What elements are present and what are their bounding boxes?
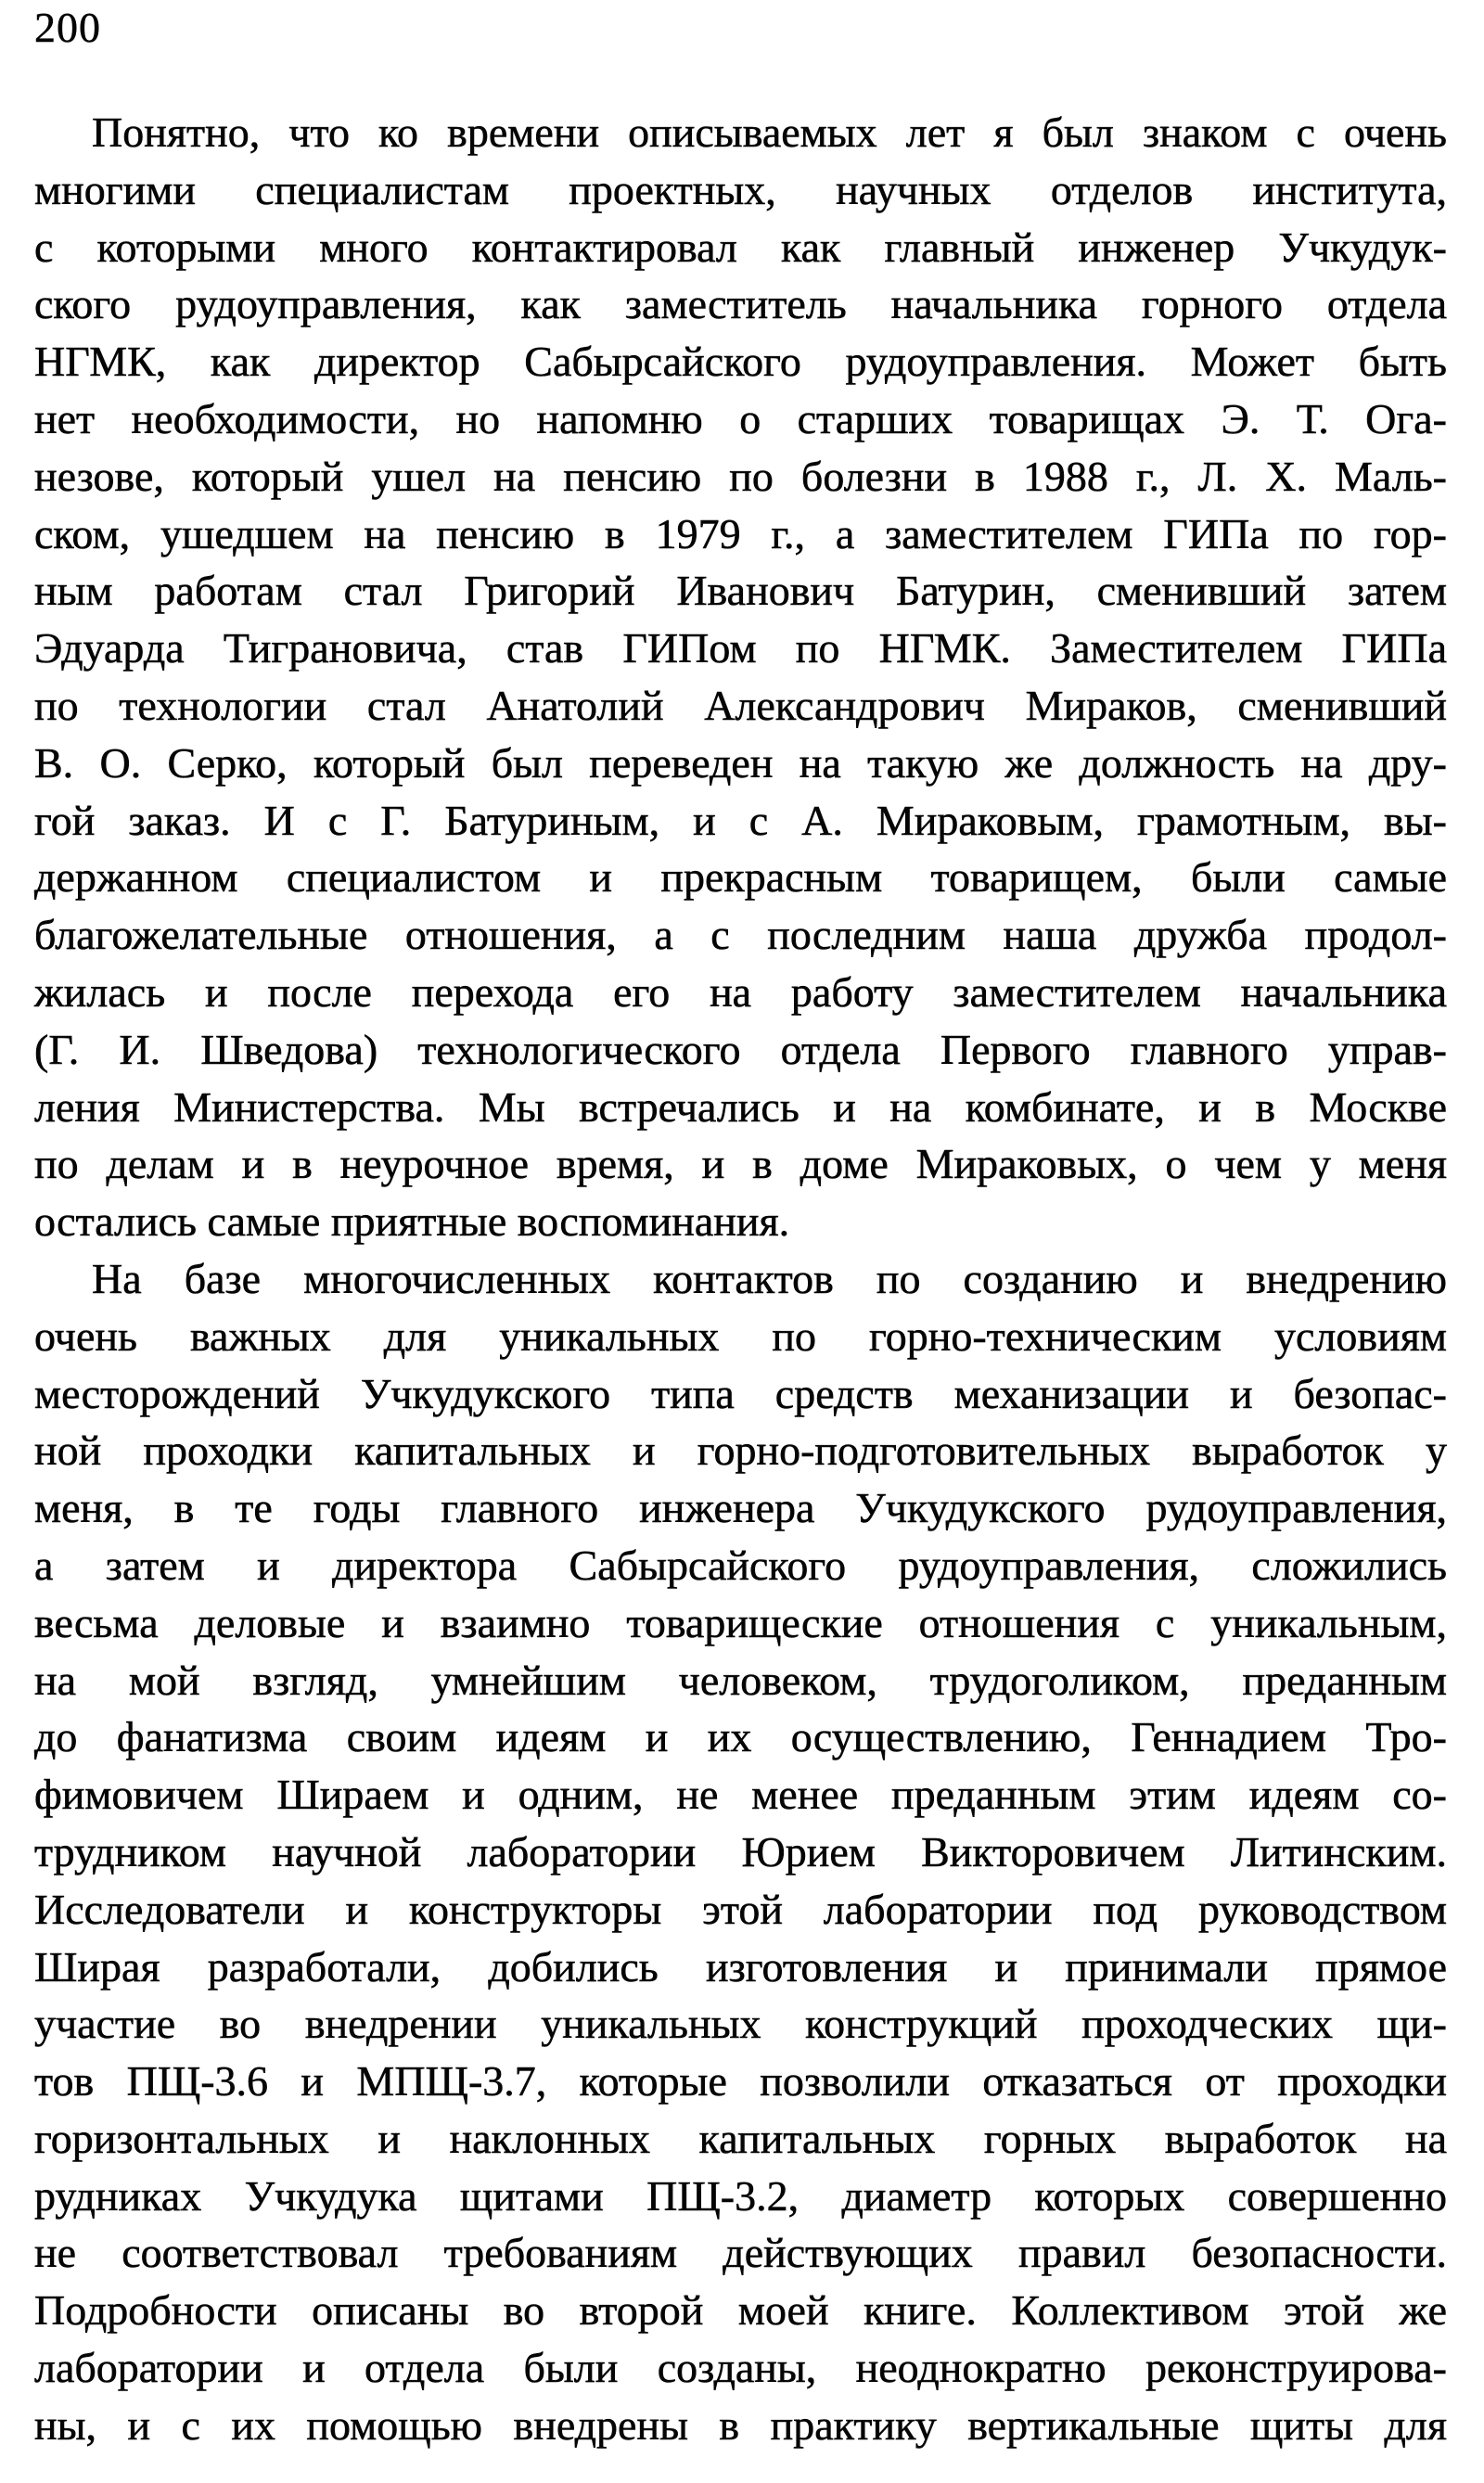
text-line: (Г. И. Шведова) технологического отдела Первого главного управ- bbox=[34, 1025, 1447, 1073]
paragraph bbox=[34, 104, 1447, 1250]
text-line: горизонтальных и наклонных капитальных горных выработок на bbox=[34, 2114, 1447, 2162]
text-line: трудником научной лаборатории Юрием Викторовичем Литинским. bbox=[34, 1827, 1447, 1875]
text-line: ной проходки капитальных и горно-подготовительных выработок у bbox=[34, 1427, 1447, 1475]
text-line: по делам и в неурочное время, и в доме Мираковых, о чем у меня bbox=[34, 1140, 1447, 1188]
text-line: тов ПЩ-3.6 и МПЩ-3.7, которые позволили отказаться от проходки bbox=[34, 2057, 1447, 2105]
text-line: лаборатории и отдела были созданы, неоднократно реконструирова- bbox=[34, 2344, 1447, 2392]
text-line: рудниках Учкудука щитами ПЩ-3.2, диаметр которых совершенно bbox=[34, 2171, 1447, 2220]
text-line: жилась и после перехода его на работу заместителем начальника bbox=[34, 967, 1447, 1016]
text-line: месторождений Учкудукского типа средств механизации и безопас- bbox=[34, 1369, 1447, 1417]
text-line: незове, который ушел на пенсию по болезни в 1988 г., Л. Х. Маль- bbox=[34, 452, 1447, 500]
text-line: до фанатизма своим идеям и их осуществлению, Геннадием Тро- bbox=[34, 1713, 1447, 1761]
text-line: В. О. Серко, который был переведен на такую же должность на дру- bbox=[34, 738, 1447, 787]
paragraph bbox=[34, 1250, 1447, 2454]
text-line: ском, ушедшем на пенсию в 1979 г., а заместителем ГИПа по гор- bbox=[34, 509, 1447, 557]
text-line: остались самые приятные воспоминания. bbox=[34, 1197, 790, 1246]
text-line: благожелательные отношения, а с последним наша дружба продол- bbox=[34, 911, 1447, 959]
text-line: меня, в те годы главного инженера Учкудукского рудоуправления, bbox=[34, 1484, 1447, 1532]
text-line: с которыми много контактировал как главный инженер Учкудук- bbox=[34, 223, 1447, 271]
page-number: 200 bbox=[34, 4, 101, 51]
text-line: ным работам стал Григорий Иванович Батурин, сменивший затем bbox=[34, 567, 1447, 615]
text-line: не соответствовал требованиям действующих правил безопасности. bbox=[34, 2229, 1447, 2277]
text-line: Понятно, что ко времени описываемых лет я был знаком с очень bbox=[92, 109, 1447, 156]
text-line: ны, и с их помощью внедрены в практику вертикальные щиты для bbox=[34, 2400, 1447, 2449]
text-line: держанном специалистом и прекрасным товарищем, были самые bbox=[34, 853, 1447, 902]
text-line: а затем и директора Сабырсайского рудоуправления, сложились bbox=[34, 1541, 1447, 1589]
text-line: фимовичем Шираем и одним, не менее преданным этим идеям со- bbox=[34, 1771, 1447, 1819]
text-line: Подробности описаны во второй моей книге. Коллективом этой же bbox=[34, 2286, 1447, 2335]
page-text bbox=[34, 0, 1447, 2454]
text-line: Исследователи и конструкторы этой лаборатории под руководством bbox=[34, 1885, 1447, 1933]
text-line: участие во внедрении уникальных конструкций проходческих щи- bbox=[34, 2000, 1447, 2048]
text-line: ского рудоуправления, как заместитель начальника горного отдела bbox=[34, 280, 1447, 328]
text-line: многими специалистам проектных, научных отделов института, bbox=[34, 165, 1447, 213]
text-line: ления Министерства. Мы встречались и на комбинате, и в Москве bbox=[34, 1082, 1447, 1131]
text-line: Эдуарда Тиграновича, став ГИПом по НГМК. Заместителем ГИПа bbox=[34, 624, 1447, 672]
text-line: НГМК, как директор Сабырсайского рудоуправления. Может быть bbox=[34, 338, 1447, 386]
text-line: нет необходимости, но напомню о старших товарищах Э. Т. Ога- bbox=[34, 394, 1447, 442]
text-line: Ширая разработали, добились изготовления и принимали прямое bbox=[34, 1942, 1447, 1990]
text-line: гой заказ. И с Г. Батуриным, и с А. Мираковым, грамотным, вы- bbox=[34, 796, 1447, 844]
text-line: весьма деловые и взаимно товарищеские отношения с уникальным, bbox=[34, 1598, 1447, 1646]
text-line: по технологии стал Анатолий Александрович Мираков, сменивший bbox=[34, 681, 1447, 729]
text-line: очень важных для уникальных по горно-техническим условиям bbox=[34, 1312, 1447, 1360]
text-line: На базе многочисленных контактов по созданию и внедрению bbox=[92, 1254, 1447, 1302]
text-line: на мой взгляд, умнейшим человеком, трудоголиком, преданным bbox=[34, 1656, 1447, 1704]
